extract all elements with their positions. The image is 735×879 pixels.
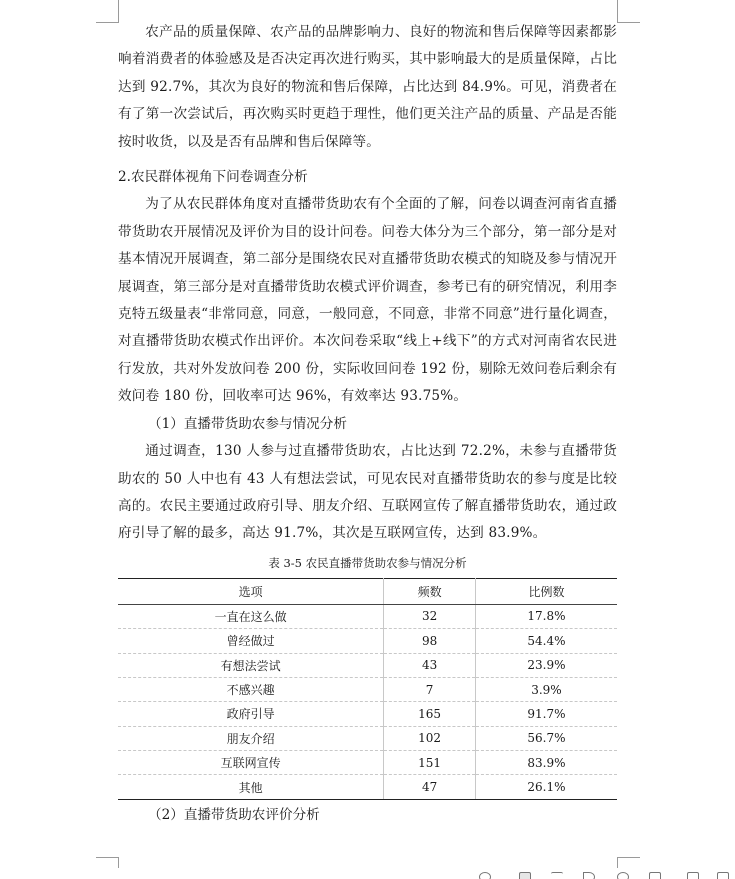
table-row: [118, 677, 617, 701]
page-view-icon[interactable]: [519, 872, 531, 879]
table-cell-option: 有想法尝试: [118, 653, 384, 677]
table-row: [118, 629, 617, 653]
edit-icon[interactable]: [649, 872, 661, 879]
table-cell-frequency: 102: [384, 726, 476, 750]
table-row: [118, 653, 617, 677]
table-cell-option: 互联网宣传: [118, 751, 384, 775]
paragraph-3[interactable]: 通过调查，130 人参与过直播带货助农，占比达到 72.2%，未参与直播带货助农的 50 人中也有 43 人有想法尝试，可见农民对直播带货助农的参与度是比较高的。农民主要通过政府引导、朋友介绍、互联网宣传了解直播带货助农，通过政府引导了解的最多，高达 91.7%，其次是互联网宣传，达到 83.9%。: [118, 443, 617, 542]
table-row: [118, 726, 617, 750]
crop-mark-bottom-left: [96, 857, 119, 868]
table-row: [118, 702, 617, 726]
paragraph-2[interactable]: 为了从农民群体角度对直播带货助农有个全面的了解，问卷以调查河南省直播带货助农开展情况及评价为目的设计问卷。问卷大体分为三个部分，第一部分是对基本情况开展调查，第二部分是围绕农民对直播带货助农模式的知晓及参与情况开展调查，第三部分是对直播带货助农模式评价调查，参考已有的研究情况，利用李克特五级量表“非常同意，同意，一般同意，不同意，非常不同意”进行量化调查，对直播带货助农模式作出评价。本次问卷采取“线上+线下”的方式对河南省农民进行发放，共对外发放问卷 200 份，实际收回问卷 192 份，剔除无效问卷后剩余有效问卷 180 份，回收率可达 96%，有效率达 93.75%。: [118, 196, 617, 405]
fit-page-icon[interactable]: [687, 872, 699, 879]
table-cell-ratio: 26.1%: [475, 775, 617, 799]
table-cell-frequency: 151: [384, 751, 476, 775]
crop-mark-bottom-right: [617, 857, 640, 868]
table-header-option: 选项: [118, 578, 384, 604]
table-caption[interactable]: 表 3-5 农民直播带货助农参与情况分析: [268, 555, 467, 570]
table-cell-option: 政府引导: [118, 702, 384, 726]
table-cell-option: 朋友介绍: [118, 726, 384, 750]
table-cell-frequency: 98: [384, 629, 476, 653]
table-cell-frequency: 43: [384, 653, 476, 677]
page-content: [118, 19, 617, 829]
table-row: [118, 775, 617, 799]
table-row: [118, 751, 617, 775]
table-cell-option: 一直在这么做: [118, 604, 384, 628]
table-header-row: [118, 578, 617, 604]
record-icon[interactable]: [479, 872, 491, 879]
table-cell-frequency: 32: [384, 604, 476, 628]
paragraph-1[interactable]: 农产品的质量保障、农产品的品牌影响力、良好的物流和售后保障等因素都影响着消费者的体验感及是否决定再次进行购买，其中影响最大的是质量保障，占比达到 92.7%，其次为良好的物流和售后保障，占比达到 84.9%。可见，消费者在有了第一次尝试后，再次购买时更趋于理性，他们更关注产品的质量、产品是否能按时收货，以及是否有品牌和售后保障等。: [118, 24, 617, 150]
table-cell-option: 其他: [118, 775, 384, 799]
subheading-participation[interactable]: （1）直播带货助农参与情况分析: [148, 415, 347, 432]
table-cell-frequency: 7: [384, 677, 476, 701]
table-cell-ratio: 54.4%: [475, 629, 617, 653]
participation-table: [118, 578, 617, 800]
table-cell-ratio: 83.9%: [475, 751, 617, 775]
table-cell-frequency: 47: [384, 775, 476, 799]
table-cell-ratio: 91.7%: [475, 702, 617, 726]
table-cell-ratio: 17.8%: [475, 604, 617, 628]
table-header-frequency: 频数: [384, 578, 476, 604]
table-cell-ratio: 56.7%: [475, 726, 617, 750]
fullscreen-icon[interactable]: [717, 872, 729, 879]
table-cell-ratio: 23.9%: [475, 653, 617, 677]
web-view-icon[interactable]: [617, 872, 629, 879]
outline-view-icon[interactable]: [551, 872, 563, 879]
table-header-ratio: 比例数: [475, 578, 617, 604]
table-cell-frequency: 165: [384, 702, 476, 726]
table-cell-option: 不感兴趣: [118, 677, 384, 701]
table-cell-option: 曾经做过: [118, 629, 384, 653]
crop-mark-top-left: [96, 0, 119, 23]
table-cell-ratio: 3.9%: [475, 677, 617, 701]
subheading-evaluation[interactable]: （2）直播带货助农评价分析: [148, 806, 320, 823]
section-heading[interactable]: 2.农民群体视角下问卷调查分析: [118, 169, 308, 186]
crop-mark-top-right: [617, 0, 640, 23]
table-row: [118, 604, 617, 628]
status-bar: [455, 868, 735, 879]
read-mode-icon[interactable]: [583, 872, 595, 879]
